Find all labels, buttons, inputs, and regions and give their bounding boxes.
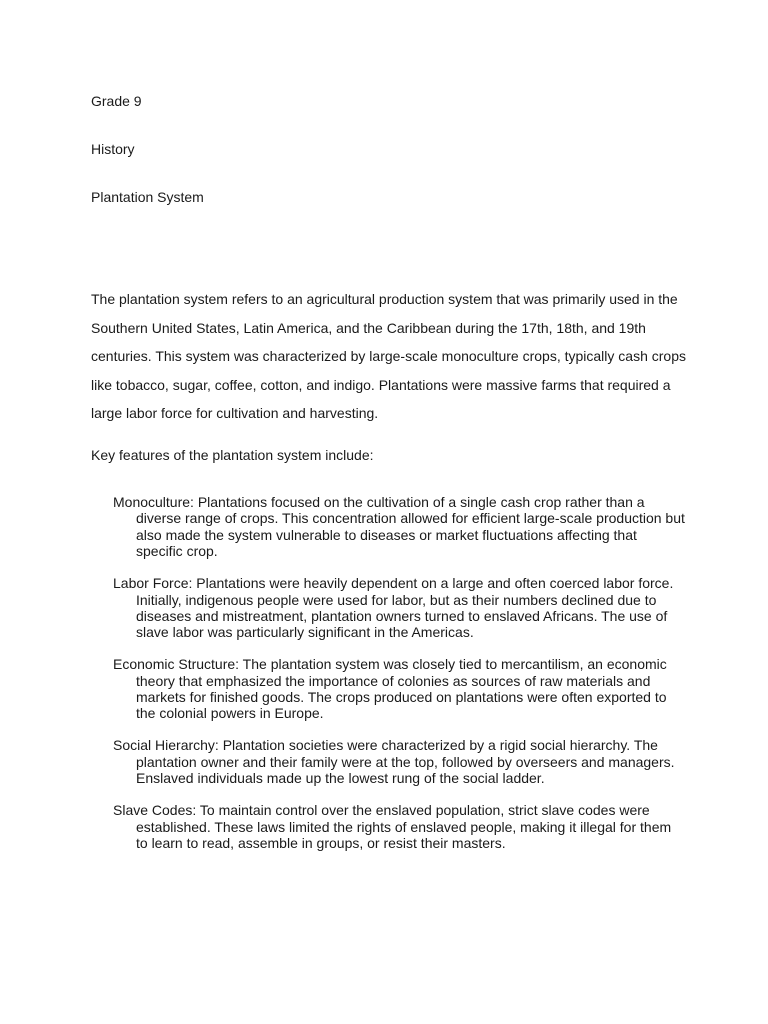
feature-line: markets for finished goods. The crops produced on plantations were often exported to bbox=[136, 689, 667, 706]
feature-line: diseases and mistreatment, plantation owners turned to enslaved Africans. The use of bbox=[136, 607, 668, 624]
key-features-heading: Key features of the plantation system include: bbox=[91, 447, 374, 463]
feature-line: to learn to read, assemble in groups, or resist their masters. bbox=[136, 834, 506, 851]
feature-labor-force bbox=[113, 575, 703, 641]
feature-slave-codes bbox=[113, 802, 703, 851]
feature-line: Monoculture: Plantations focused on the cultivation of a single cash crop rather than a bbox=[113, 494, 645, 510]
key-features-list bbox=[113, 494, 703, 867]
feature-line: Labor Force: Plantations were heavily dependent on a large and often coerced labor force. bbox=[113, 575, 674, 592]
intro-line: The plantation system refers to an agricultural production system that was primarily used in the bbox=[91, 291, 678, 307]
feature-line: diverse range of crops. This concentration allowed for efficient large-scale production but bbox=[136, 510, 685, 527]
feature-line: Slave Codes: To maintain control over the enslaved population, strict slave codes were bbox=[113, 802, 650, 819]
feature-economic-structure bbox=[113, 656, 703, 722]
intro-paragraph bbox=[91, 285, 691, 428]
feature-line: Social Hierarchy: Plantation societies were characterized by a rigid social hierarchy. The bbox=[113, 737, 658, 754]
feature-line: established. These laws limited the rights of enslaved people, making it illegal for them bbox=[136, 818, 672, 835]
feature-line: Economic Structure: The plantation system was closely tied to mercantilism, an economic bbox=[113, 656, 667, 673]
intro-line: Southern United States, Latin America, and the Caribbean during the 17th, 18th, and 19th bbox=[91, 319, 646, 336]
topic-title: Plantation System bbox=[91, 189, 204, 205]
feature-social-hierarchy bbox=[113, 737, 703, 786]
feature-line: Enslaved individuals made up the lowest rung of the social ladder. bbox=[136, 770, 545, 787]
intro-line: centuries. This system was characterized by large-scale monoculture crops, typically cash crops bbox=[91, 348, 686, 365]
intro-line: like tobacco, sugar, coffee, cotton, and indigo. Plantations were massive farms that required a bbox=[91, 376, 671, 393]
feature-line: also made the system vulnerable to diseases or market fluctuations affecting that bbox=[136, 526, 637, 543]
feature-line: theory that emphasized the importance of colonies as sources of raw materials and bbox=[136, 672, 651, 689]
feature-line: the colonial powers in Europe. bbox=[136, 705, 324, 722]
intro-line: large labor force for cultivation and harvesting. bbox=[91, 405, 379, 422]
feature-line: plantation owner and their family were at the top, followed by overseers and managers. bbox=[136, 753, 675, 770]
feature-line: slave labor was particularly significant in the Americas. bbox=[136, 624, 474, 641]
feature-monoculture bbox=[113, 494, 703, 560]
subject-label: History bbox=[91, 141, 135, 157]
grade-label: Grade 9 bbox=[91, 93, 142, 109]
feature-line: Initially, indigenous people were used for labor, but as their numbers declined due to bbox=[136, 591, 657, 608]
feature-line: specific crop. bbox=[136, 543, 218, 560]
